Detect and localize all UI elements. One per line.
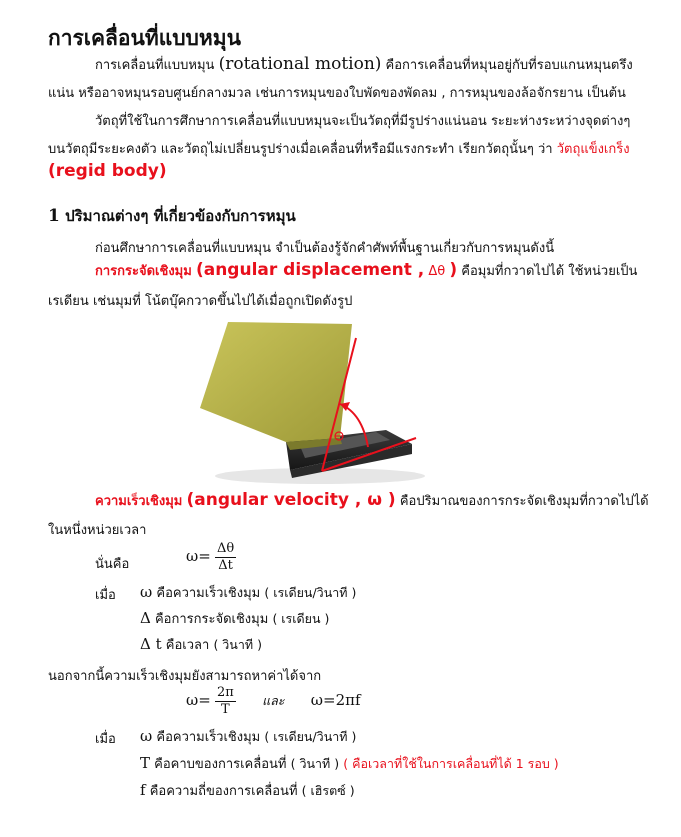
also-line: นอกจากนี้ความเร็วเชิงมุมยังสามารถหาค่าได้จาก: [48, 669, 322, 684]
angular-velocity-line: [95, 490, 649, 511]
formula-1-denominator: Δt: [218, 558, 233, 573]
angular-velocity-line-2: ในหนึ่งหน่วยเวลา: [48, 523, 147, 538]
where-1-item: [140, 608, 329, 629]
intro-line-4-text: บนวัตถุมีระยะคงตัว และวัตถุไม่เปลี่ยนรูปร่างเมื่อเคลื่อนที่หรือมีแรงกระทำ เรียกวัตถุนั้นๆ ว่า: [48, 142, 553, 157]
angular-displacement-symbol: Δθ: [428, 264, 446, 279]
where-2-item: [140, 726, 356, 747]
formula-1: [186, 541, 236, 574]
where-2-symbol: f: [140, 781, 146, 799]
section-number: 1: [48, 206, 60, 226]
intro-definition: คือการเคลื่อนที่หมุนอยู่กับที่รอบแกนหมุนตรึง: [385, 58, 633, 73]
where-2-item: [140, 753, 559, 774]
angular-displacement-line-2: เรเดียน เช่นมุมที่ โน้ตบุ๊คกวาดขึ้นไปได้เมื่อถูกเปิดดังรูป: [48, 294, 353, 309]
where-2-unit: ( วินาที ): [290, 756, 340, 771]
angular-displacement-term-th: การกระจัดเชิงมุม: [95, 264, 192, 279]
angular-displacement-line: [95, 260, 637, 281]
formula-2: [186, 685, 361, 718]
where-2-symbol: ω: [140, 727, 153, 745]
where-2-text: คือคาบของการเคลื่อนที่: [154, 757, 287, 772]
page-title: การเคลื่อนที่แบบหมุน: [48, 26, 241, 50]
section-heading-text: ปริมาณต่างๆ ที่เกี่ยวข้องกับการหมุน: [65, 207, 296, 225]
section-heading: [48, 204, 296, 228]
where-2-unit: ( เรเดียน/วินาที ): [264, 729, 357, 744]
where-2-text: คือความถี่ของการเคลื่อนที่: [149, 784, 298, 799]
formula-2-denominator: T: [221, 702, 230, 717]
laptop-illustration: [190, 318, 430, 490]
where-1-unit: ( เรเดียน ): [272, 611, 330, 626]
where-2-item: [140, 780, 355, 801]
formula-1-lead: นั่นคือ: [95, 557, 130, 572]
where-1-item: [140, 634, 262, 655]
where-1-symbol: Δ t: [140, 635, 162, 653]
where-2-label: เมื่อ: [95, 732, 116, 747]
rigid-body-term-th: วัตถุแข็งเกร็ง: [556, 142, 630, 157]
where-1-unit: ( วินาที ): [213, 637, 262, 652]
where-1-symbol: Δ: [140, 609, 151, 627]
formula-1-fraction: [215, 541, 236, 574]
intro-line-1: [95, 54, 633, 75]
formula-1-lhs: ω=: [186, 547, 211, 565]
laptop-lid: [200, 322, 352, 442]
angular-velocity-term-th: ความเร็วเชิงมุม: [95, 494, 183, 509]
formula-2-lhs: ω=: [186, 691, 211, 709]
where-1-text: คือการกระจัดเชิงมุม: [154, 612, 269, 627]
angular-displacement-term-en: (angular displacement ,: [195, 260, 425, 280]
where-2-text: คือความเร็วเชิงมุม: [156, 730, 261, 745]
intro-line-3: วัตถุที่ใช้ในการศึกษาการเคลื่อนที่แบบหมุนจะเป็นวัตถุที่มีรูปร่างแน่นอน ระยะห่างระหว่างจุดต่างๆ: [95, 114, 631, 129]
intro-line-4: [48, 138, 630, 159]
rotational-motion-term: (rotational motion): [218, 54, 382, 74]
section-lead: ก่อนศึกษาการเคลื่อนที่แบบหมุน จำเป็นต้องรู้จักคำศัพท์พื้นฐานเกี่ยวกับการหมุนดังนี้: [95, 241, 555, 256]
where-1-symbol: ω: [140, 583, 153, 601]
where-1-text: คือเวลา: [165, 638, 210, 653]
formula-2-numerator: 2π: [216, 685, 234, 700]
formula-2-rhs: ω=2πf: [310, 691, 361, 709]
formula-2-fraction: [215, 685, 236, 718]
angular-displacement-definition: คือมุมที่กวาดไปได้ ใช้หน่วยเป็น: [461, 264, 638, 279]
angular-velocity-definition: คือปริมาณของการกระจัดเชิงมุมที่กวาดไปได้: [399, 494, 649, 509]
rigid-body-term-en: (regid body): [48, 161, 167, 181]
intro-lead: การเคลื่อนที่แบบหมุน: [95, 58, 215, 73]
where-1-text: คือความเร็วเชิงมุม: [156, 586, 261, 601]
where-2-unit: ( เฮิรตซ์ ): [301, 783, 355, 798]
period-note: ( คือเวลาที่ใช้ในการเคลื่อนที่ได้ 1 รอบ ): [343, 756, 559, 771]
angular-displacement-close: ): [449, 260, 458, 280]
where-1-unit: ( เรเดียน/วินาที ): [264, 585, 357, 600]
where-1-label: เมื่อ: [95, 588, 116, 603]
angular-velocity-term-en: (angular velocity , ω ): [186, 490, 396, 510]
intro-line-2: แน่น หรืออาจหมุนรอบศูนย์กลางมวล เช่นการหมุนของใบพัดของพัดลม , การหมุนของล้อจักรยาน เป็นต้น: [48, 86, 626, 101]
where-1-item: [140, 582, 356, 603]
where-2-symbol: T: [140, 754, 151, 772]
formula-1-numerator: Δθ: [216, 541, 235, 556]
formula-2-and: และ: [262, 693, 285, 708]
